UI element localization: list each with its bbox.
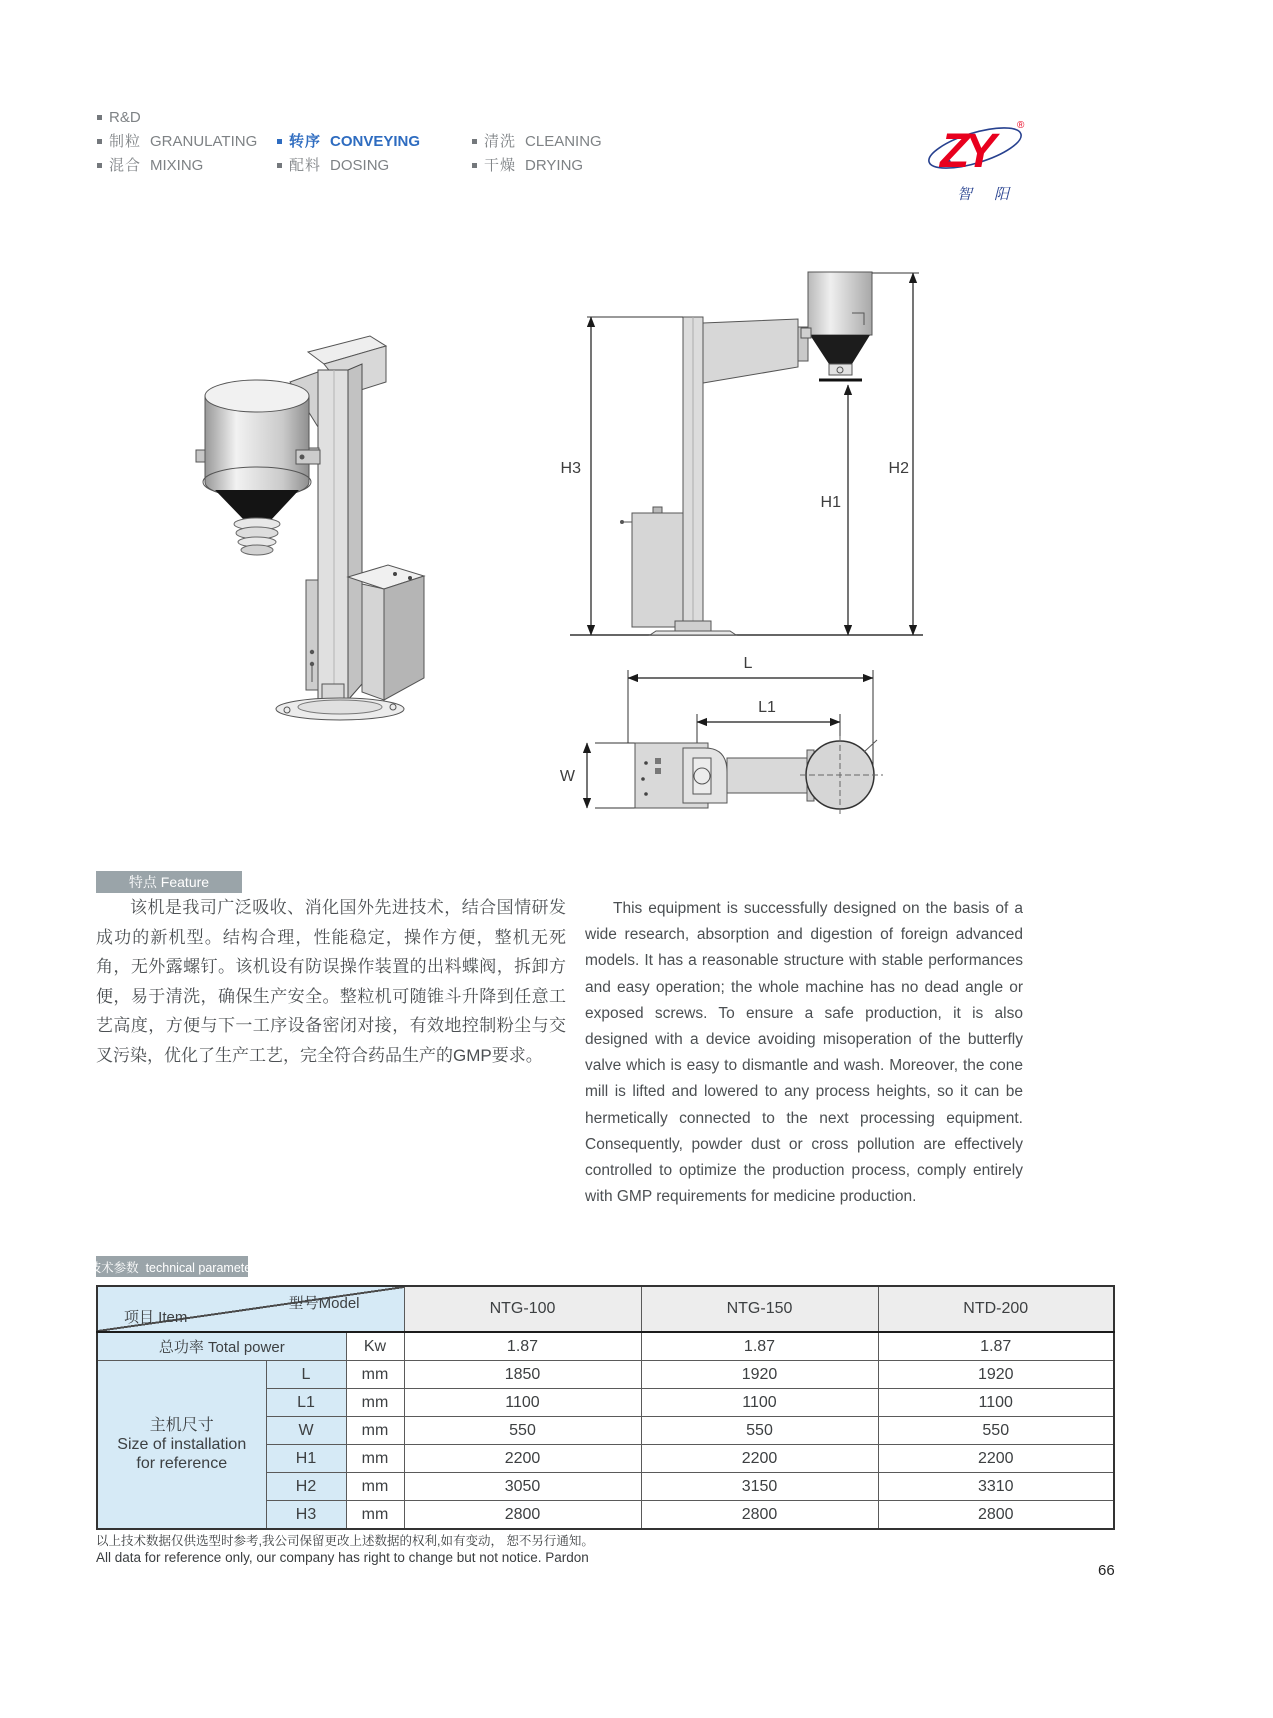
dim-label-l: L — [743, 655, 753, 672]
nav-item-drying — [472, 154, 602, 178]
square-bullet-icon — [472, 139, 477, 144]
value-cell: 3050 — [404, 1473, 641, 1501]
square-bullet-icon — [97, 115, 102, 120]
feature-text-english: This equipment is successfully designed on the basis of a wide research, absorption and digestion of foreign advanced models. It has a reasonable structure with stable performances and easy operation; the whole machine has no dead angle or exposed screws. To ensure a safe production, it is also designed with a device avoiding misoperation of the butterfly valve which is easy to dismantle and wash. Moreover, the cone mill is lifted and lowered to any process heights, so it can be hermetically connected to the next processing equipment. Consequently, powder dust or cross pollution are effectively controlled to optimize the production process, comply entirely with GMP requirements for medicine production. — [585, 900, 1023, 1206]
parameters-section-badge: 技术参数 technical parameter — [96, 1256, 248, 1277]
dim-label-h3: H3 — [560, 460, 581, 477]
category-nav-col2 — [277, 130, 420, 178]
nav-label-zh: 清洗 — [484, 133, 517, 150]
dim-label-l1: L1 — [758, 699, 776, 716]
unit-cell: mm — [346, 1389, 404, 1417]
value-cell: 3310 — [878, 1473, 1114, 1501]
dim-cell: H3 — [266, 1501, 346, 1530]
size-group-label — [97, 1361, 266, 1530]
value-cell: 2800 — [641, 1501, 878, 1530]
square-bullet-icon — [97, 139, 102, 144]
company-logo — [923, 110, 1031, 213]
value-cell: 1.87 — [404, 1332, 641, 1361]
dim-cell: L — [266, 1361, 346, 1389]
value-cell: 1100 — [641, 1389, 878, 1417]
dim-label-h2: H2 — [888, 460, 909, 477]
model-header-label: 型号Model — [288, 1295, 360, 1312]
square-bullet-icon — [97, 163, 102, 168]
nav-label: R&D — [109, 109, 141, 126]
row-label: 总功率 Total power — [97, 1332, 346, 1361]
value-cell: 2200 — [641, 1445, 878, 1473]
value-cell: 1850 — [404, 1361, 641, 1389]
nav-item-granulating — [97, 130, 257, 154]
category-nav — [97, 106, 257, 178]
value-cell: 2200 — [404, 1445, 641, 1473]
unit-cell: mm — [346, 1417, 404, 1445]
zy-logo-icon — [923, 110, 1031, 208]
nav-item-dosing — [277, 154, 420, 178]
disclaimer-en: All data for reference only, our company has right to change but not notice. Pardon — [96, 1550, 589, 1565]
category-nav-col3 — [472, 130, 602, 178]
model-column-ntd200: NTD-200 — [878, 1286, 1114, 1332]
unit-cell: Kw — [346, 1332, 404, 1361]
item-model-header-cell — [97, 1286, 404, 1332]
page-number: 66 — [1098, 1562, 1115, 1579]
value-cell: 2800 — [404, 1501, 641, 1530]
model-column-ntg150: NTG-150 — [641, 1286, 878, 1332]
nav-label-en: CLEANING — [525, 133, 602, 150]
nav-label-zh: 制粒 — [109, 133, 142, 150]
item-header-label: 项目 Item — [124, 1309, 188, 1326]
size-label-zh: 主机尺寸 — [149, 1417, 214, 1434]
unit-cell: mm — [346, 1445, 404, 1473]
square-bullet-icon — [472, 163, 477, 168]
nav-label-en: MIXING — [150, 157, 204, 174]
value-cell: 3150 — [641, 1473, 878, 1501]
logo-letters: ZY — [940, 125, 992, 178]
size-label-en1: Size of installation — [117, 1436, 247, 1453]
dim-cell: W — [266, 1417, 346, 1445]
feature-text-chinese: 该机是我司广泛吸收、消化国外先进技术，结合国情研发成功的新机型。结构合理，性能稳定，操作方便，整机无死角，无外露螺钉。该机设有防误操作装置的出料蝶阀，拆卸方便，易于清洗，确保生产安全。整粒机可随锥斗升降到任意工艺高度，方便与下一工序设备密闭对接，有效地控制粉尘与交叉污染，优化了生产工艺，完全符合药品生产的GMP要求。 — [96, 898, 566, 1065]
value-cell: 1920 — [641, 1361, 878, 1389]
dim-cell: L1 — [266, 1389, 346, 1417]
dim-label-h1: H1 — [820, 494, 841, 511]
parameters-table — [96, 1285, 1115, 1530]
nav-label-en: CONVEYING — [330, 133, 421, 150]
table-row-dim-l — [97, 1361, 1114, 1389]
unit-cell: mm — [346, 1361, 404, 1389]
plan-drawing — [515, 648, 945, 825]
unit-cell: mm — [346, 1473, 404, 1501]
table-row-total-power — [97, 1332, 1114, 1361]
disclaimer-zh: 以上技术数据仅供选型时参考,我公司保留更改上述数据的权利,如有变动， 恕不另行通知。 — [96, 1534, 594, 1548]
value-cell: 550 — [404, 1417, 641, 1445]
nav-label-en: DRYING — [525, 157, 584, 174]
nav-item-rd — [97, 106, 257, 130]
value-cell: 1.87 — [878, 1332, 1114, 1361]
nav-item-conveying-active — [277, 130, 420, 154]
square-bullet-icon — [277, 139, 282, 144]
model-column-ntg100: NTG-100 — [404, 1286, 641, 1332]
square-bullet-icon — [277, 163, 282, 168]
dim-cell: H2 — [266, 1473, 346, 1501]
machine-3d-illustration — [190, 322, 430, 727]
value-cell: 1100 — [404, 1389, 641, 1417]
unit-cell: mm — [346, 1501, 404, 1530]
dim-label-w: W — [559, 768, 575, 785]
elevation-drawing — [515, 235, 945, 660]
nav-label-zh: 转序 — [289, 133, 322, 150]
nav-label-en: GRANULATING — [150, 133, 258, 150]
value-cell: 1920 — [878, 1361, 1114, 1389]
nav-label-zh: 干燥 — [484, 157, 517, 174]
value-cell: 550 — [641, 1417, 878, 1445]
logo-chinese: 智阳 — [957, 186, 1031, 203]
value-cell: 2200 — [878, 1445, 1114, 1473]
value-cell: 2800 — [878, 1501, 1114, 1530]
feature-section-badge: 特点 Feature — [96, 871, 242, 893]
registered-mark: ® — [1017, 120, 1025, 131]
value-cell: 1100 — [878, 1389, 1114, 1417]
nav-label-en: DOSING — [330, 157, 390, 174]
dim-cell: H1 — [266, 1445, 346, 1473]
nav-item-mixing — [97, 154, 257, 178]
nav-item-cleaning — [472, 130, 602, 154]
value-cell: 550 — [878, 1417, 1114, 1445]
nav-label-zh: 混合 — [109, 157, 142, 174]
size-label-en2: for reference — [136, 1455, 228, 1472]
value-cell: 1.87 — [641, 1332, 878, 1361]
nav-label-zh: 配料 — [289, 157, 322, 174]
